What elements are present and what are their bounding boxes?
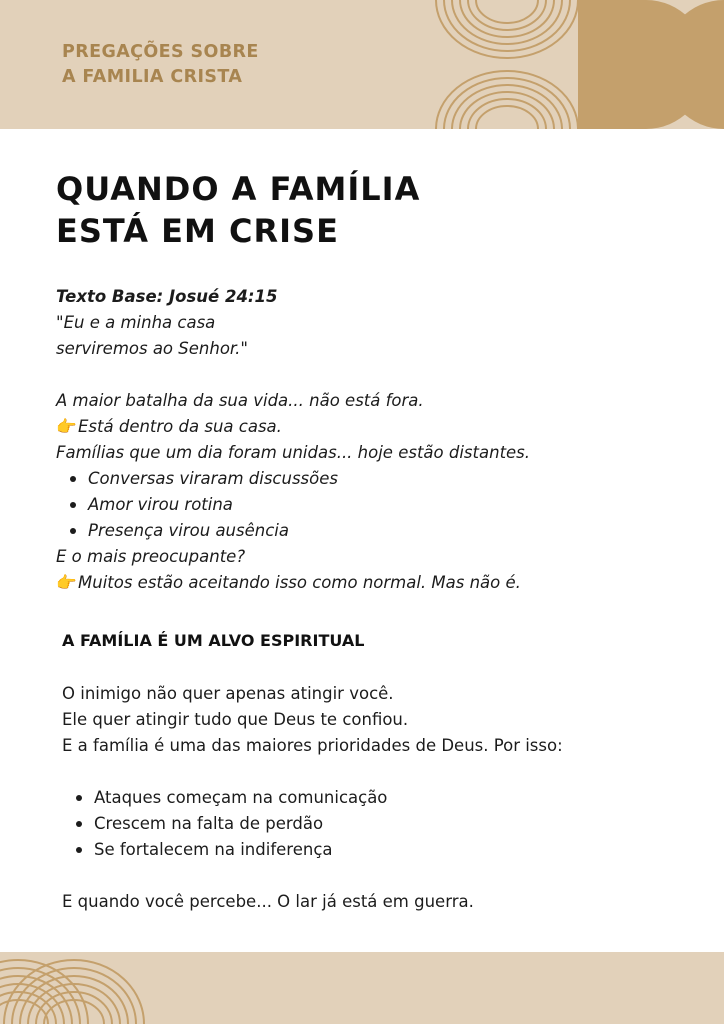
list-item: Crescem na falta de perdão — [62, 811, 702, 837]
header-band — [0, 0, 724, 129]
list-item: Amor virou rotina — [56, 492, 696, 518]
section-bullet-list — [62, 785, 702, 863]
series-label — [62, 40, 259, 90]
intro-paragraph-2-text: Está dentro da sua casa. — [78, 417, 282, 436]
pointing-hand-icon: 👉 — [56, 417, 77, 436]
intro-paragraph-5-text: Muitos estão aceitando isso como normal. Mas não é. — [78, 573, 521, 592]
list-item: Se fortalecem na indiferença — [62, 837, 702, 863]
intro-paragraph-2 — [56, 414, 696, 440]
verse-line2: serviremos ao Senhor." — [56, 339, 249, 358]
intro-bullet-list — [56, 466, 696, 544]
section-closing: E quando você percebe... O lar já está em guerra. — [62, 892, 474, 911]
series-label-line1: PREGAÇÕES SOBRE — [62, 42, 259, 62]
intro-paragraph-1: A maior batalha da sua vida... não está fora. — [56, 391, 424, 410]
intro-section — [56, 284, 696, 596]
arches-decoration-top — [432, 0, 724, 129]
intro-paragraph-5 — [56, 570, 696, 596]
section-paragraph-1: O inimigo não quer apenas atingir você. — [62, 684, 394, 703]
section-heading: A FAMÍLIA É UM ALVO ESPIRITUAL — [62, 631, 365, 650]
title-line1: QUANDO A FAMÍLIA — [56, 170, 421, 208]
footer-band — [0, 952, 724, 1024]
base-text-label: Texto Base: Josué 24:15 — [56, 287, 278, 306]
list-item: Conversas viraram discussões — [56, 466, 696, 492]
verse-line1: "Eu e a minha casa — [56, 313, 216, 332]
pointing-hand-icon: 👉 — [56, 573, 77, 592]
section-body — [62, 681, 702, 915]
intro-paragraph-4: E o mais preocupante? — [56, 547, 246, 566]
list-item: Ataques começam na comunicação — [62, 785, 702, 811]
title-line2: ESTÁ EM CRISE — [56, 212, 339, 250]
intro-paragraph-3: Famílias que um dia foram unidas... hoje estão distantes. — [56, 443, 531, 462]
section-paragraph-2: Ele quer atingir tudo que Deus te confiou. — [62, 710, 409, 729]
arches-decoration-bottom — [0, 952, 160, 1024]
section-paragraph-3: E a família é uma das maiores prioridades de Deus. Por isso: — [62, 736, 563, 755]
page-title — [56, 168, 420, 252]
list-item: Presença virou ausência — [56, 518, 696, 544]
series-label-line2: A FAMILIA CRISTA — [62, 67, 243, 87]
